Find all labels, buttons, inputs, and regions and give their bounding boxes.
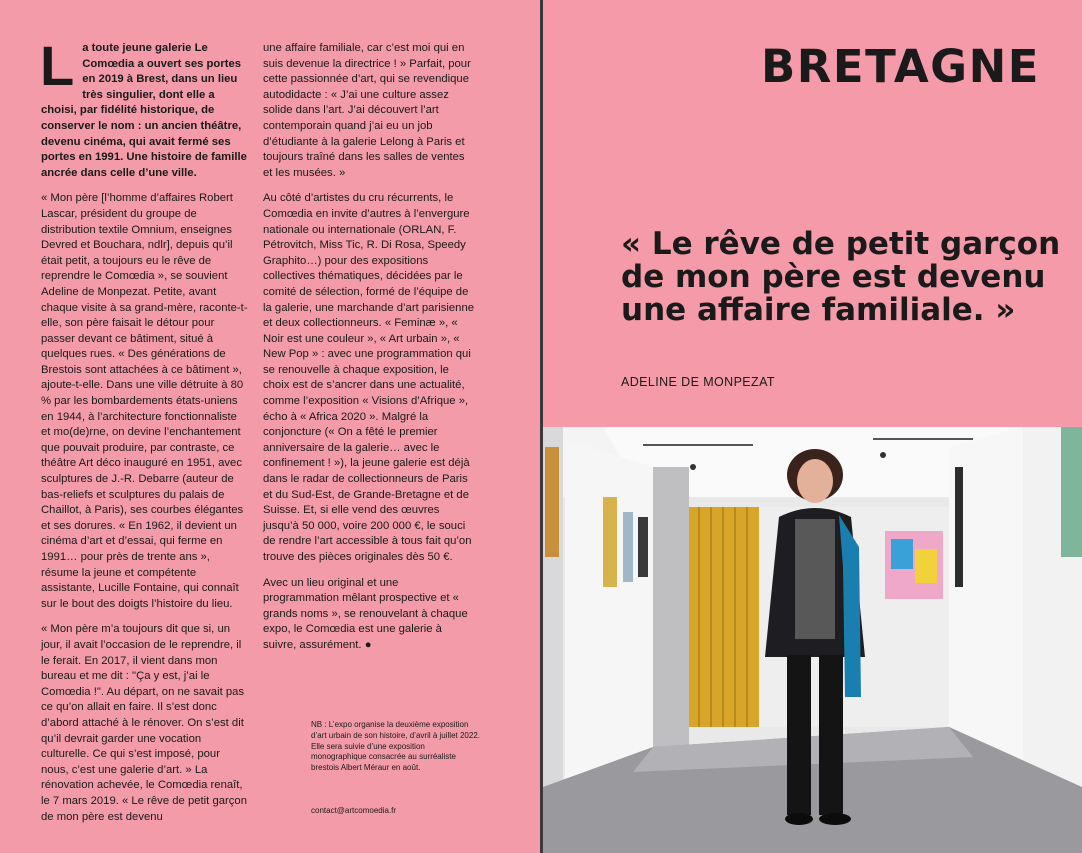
intro-text: a toute jeune galerie Le Comœdia a ouvert ses portes en 2019 à Brest, dans un lieu très singulier, dont elle a choisi, par fidélité historique, de conserver le nom : un ancien théâtre, devenu cinéma, qui avait fermé ses portes en 1991. Une histoire de famille ancrée dans celle d’une ville. [41, 42, 247, 179]
closing-text: Avec un lieu original et une programmation mêlant prospective et « grands noms », se renouvelant à chaque expo, le Comœdia est une galerie à suivre, assurément. [263, 576, 468, 651]
contact-email: contact@artcomoedia.fr [311, 806, 397, 815]
article-paragraph-3: une affaire familiale, car c’est moi qui en suis devenue la directrice ! » Parfait, pour cette passionnée d’art, qui se revendique autodidacte : « J’ai une culture assez solide dans l’art. J’ai découvert l’art contemporain quand j’ai eu un job d’étudiante à la galerie Lelong à Paris et toujours traîné dans les salles de ventes et les musées. » [263, 42, 471, 179]
end-mark-icon: ● [364, 638, 372, 651]
article-paragraph-5 [263, 576, 475, 654]
article-paragraph-1: « Mon père [l’homme d’affaires Robert Lascar, président du groupe de distribution textile Omnium, enseignes Devred et Bouchara, ndlr], depuis qu’il était petit, a toujours eu le rêve de reprendre le Comœdia », se souvient Adeline de Monpezat. Petite, avant chaque visite à sa grand-mère, raconte-t-elle, son père faisait le détour pour passer devant ce bâtiment, situé à quelques rues. « Des générations de Brestois sont attachées à ce bâtiment », ajoute-t-elle. Dans une ville détruite à 80 % par les bombardements états-uniens en 1944, à l’architecture fonctionnaliste et mo(de)rne, on devine l’enchantement que pouvait produire, par contraste, ce théâtre Art déco inauguré en 1951, avec sculptures de J.-R. Debarre (auteur de bas-reliefs et sculptures du palais de Chaillot, à Paris), ses courbes élégantes et ses dorures. « En 1962, il devient un cinéma d’art et d’essai, qui ferme en 1991… pour près de trente ans », résume la jeune et compétente assistante, Lucille Fontaine, qui connaît sur le bout des doigts l’histoire du lieu. [41, 192, 248, 610]
article-column-1 [40, 34, 248, 835]
left-page [0, 0, 540, 853]
region-title: BRETAGNE [760, 40, 1040, 93]
right-page [543, 0, 1082, 853]
gallery-interior-illustration [543, 427, 1082, 853]
footnote-nb: NB : L’expo organise la deuxième exposition d’art urbain de son histoire, d’avril à juillet 2022. Elle sera suivie d’une exposition monographique consacrée au surréaliste brestois Albert Méraur en août. [311, 720, 480, 773]
gallery-photo [543, 427, 1082, 853]
article-intro [40, 34, 248, 181]
pull-quote: « Le rêve de petit garçon de mon père est devenu une affaire familiale. » [621, 226, 1061, 328]
drop-cap: L [40, 34, 75, 97]
article-column-2 [263, 41, 475, 664]
article-paragraph-2: « Mon père m’a toujours dit que si, un jour, il avait l’occasion de le reprendre, il le ferait. En 2017, il vient dans mon bureau et me dit : "Ça y est, j’ai le Comœdia !". Au départ, on ne savait pas ce qu’on allait en faire. Il s’est donc d’abord attaché à le rénover. On s’est dit qu’il devrait garder une vocation culturelle. Ce qui s’est imposé, pour nous, c’est une galerie d’art. » La rénovation achevée, le Comœdia renaît, le 7 mars 2019. « Le rêve de petit garçon de mon père est devenu [41, 623, 247, 823]
quote-author: ADELINE DE MONPEZAT [621, 375, 775, 389]
article-paragraph-4: Au côté d’artistes du cru récurrents, le Comœdia en invite d’autres à l’envergure nationale ou internationale (ORLAN, F. Pétrovitch, Miss Tic, R. Di Rosa, Speedy Graphito…) pour des expositions collectives thématiques, décidées par le comité de sélection, formé de l’équipe de la galerie, une marchande d’art parisienne et deux collectionneurs. « Feminæ », « Noir est une couleur », « Art urbain », « New Pop » : avec une programmation qui se renouvelle à chaque exposition, le choix est de s’ancrer dans une actualité, comme l’exposition « Visions d’Afrique », écho à « Africa 2020 ». Malgré la conjoncture (« On a fêté le premier anniversaire de la galerie… avec le confinement ! »), la jeune galerie est déjà dans le radar de collectionneurs de Paris et du Sud-Est, de Grande-Bretagne et de Suisse. Et, si elle vend des œuvres jusqu’à 50 000, voire 200 000 €, le souci de rendre l’art accessible à tous fait qu’on trouve des pièces originales dès 50 €. [263, 192, 475, 563]
